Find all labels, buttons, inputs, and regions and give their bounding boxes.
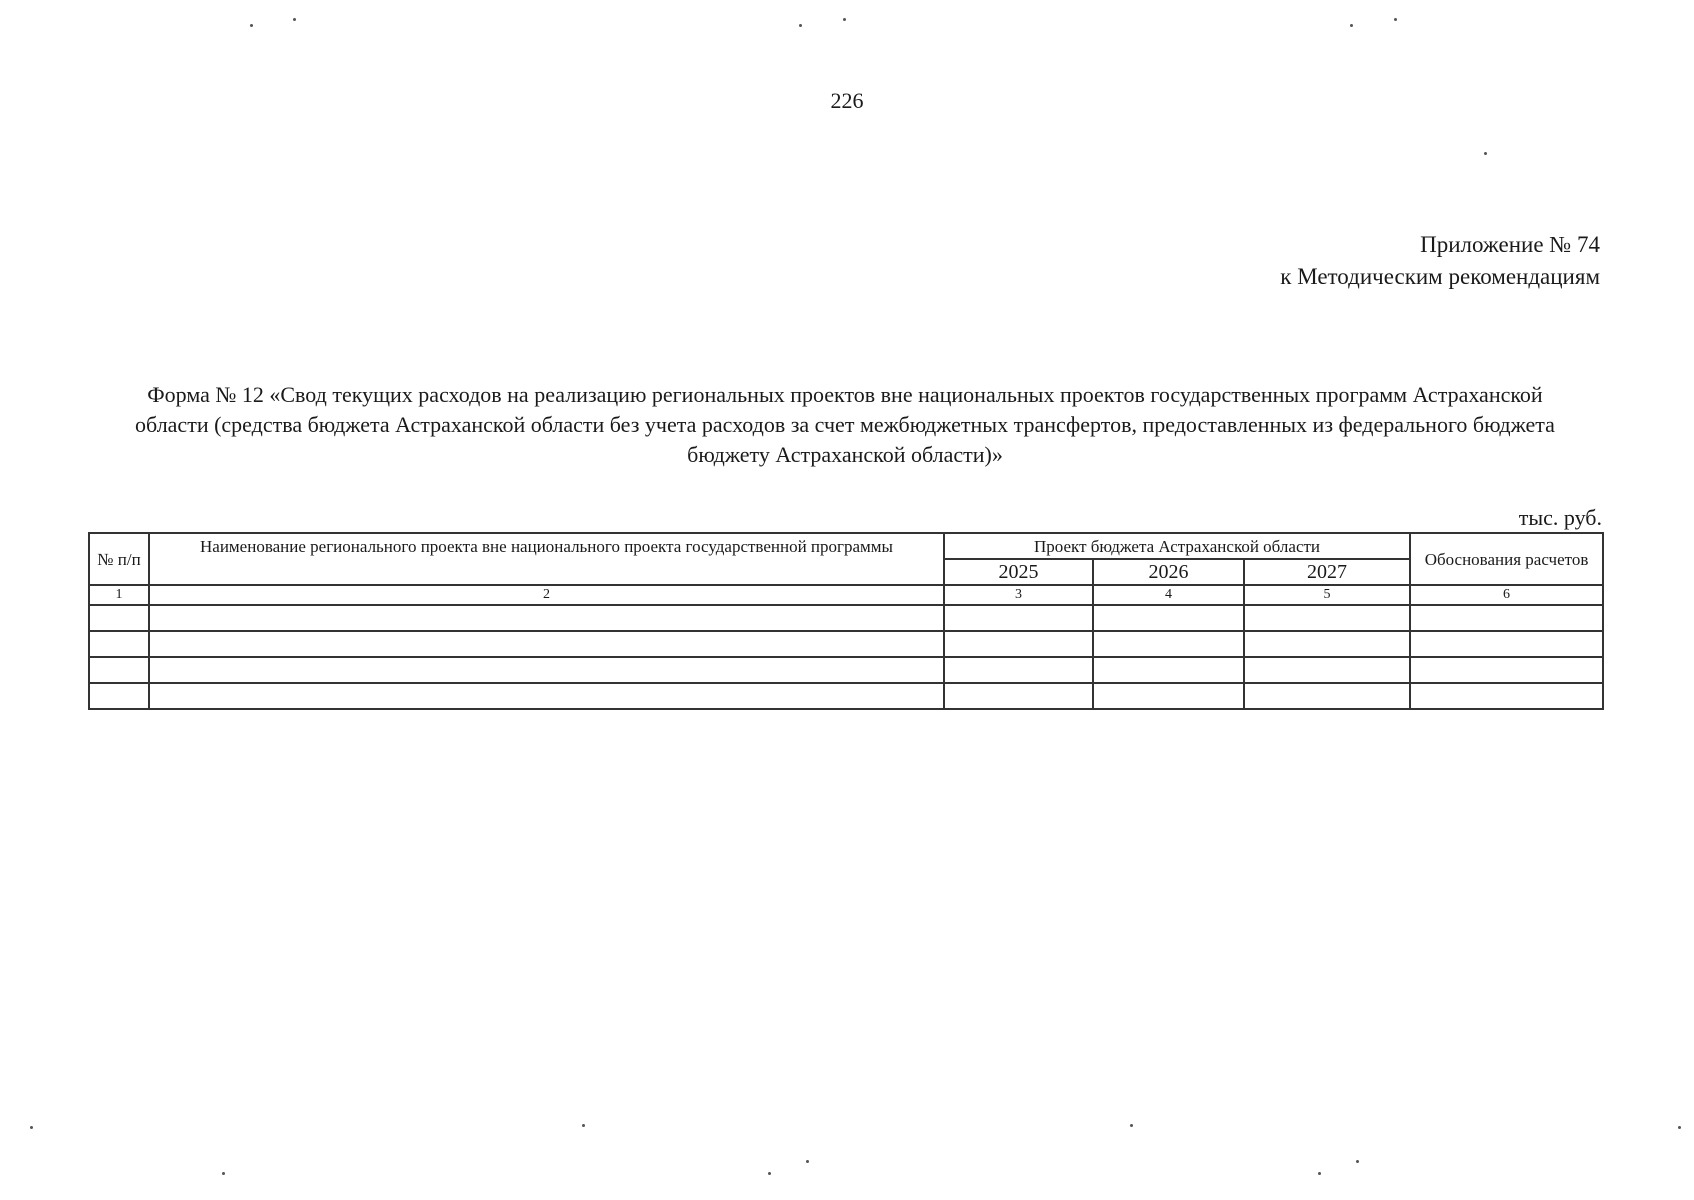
column-number: 5 bbox=[1244, 585, 1410, 605]
scan-speck bbox=[1484, 152, 1487, 155]
appendix-line-2: к Методическим рекомендациям bbox=[1280, 264, 1600, 289]
header-year-2027: 2027 bbox=[1244, 559, 1410, 585]
scan-speck bbox=[1678, 1126, 1681, 1129]
header-number: № п/п bbox=[89, 533, 149, 585]
table-cell bbox=[944, 631, 1093, 657]
table-cell bbox=[944, 657, 1093, 683]
form-title: Форма № 12 «Свод текущих расходов на реализацию региональных проектов вне национальных проектов государственных программ Астраханской области (средства бюджета Астраханской области без учета расходов за счет межбюджетных трансфертов, предоставленных из федерального бюджета бюджету Астраханской области)» bbox=[135, 382, 1555, 467]
table-cell bbox=[1093, 657, 1244, 683]
table-cell bbox=[1093, 605, 1244, 631]
appendix-line-1: Приложение № 74 bbox=[1420, 232, 1600, 257]
table-cell bbox=[149, 605, 944, 631]
scan-speck bbox=[806, 1160, 809, 1163]
table-row bbox=[89, 683, 1603, 709]
table-cell bbox=[944, 605, 1093, 631]
table-cell bbox=[149, 631, 944, 657]
table-cell bbox=[1244, 683, 1410, 709]
expenses-table bbox=[88, 532, 1604, 710]
scan-speck bbox=[293, 18, 296, 21]
table-cell bbox=[1244, 631, 1410, 657]
table-cell bbox=[89, 657, 149, 683]
header-year-2026: 2026 bbox=[1093, 559, 1244, 585]
units-label: тыс. руб. bbox=[1518, 505, 1602, 530]
table-row bbox=[89, 631, 1603, 657]
table-cell bbox=[1244, 605, 1410, 631]
table-cell bbox=[1410, 605, 1603, 631]
scan-speck bbox=[1394, 18, 1397, 21]
column-number: 3 bbox=[944, 585, 1093, 605]
column-number: 4 bbox=[1093, 585, 1244, 605]
column-number-row bbox=[89, 585, 1603, 605]
table-row bbox=[89, 657, 1603, 683]
scan-speck bbox=[1130, 1124, 1133, 1127]
table-cell bbox=[89, 683, 149, 709]
column-number: 1 bbox=[89, 585, 149, 605]
column-number: 2 bbox=[149, 585, 944, 605]
table-cell bbox=[89, 631, 149, 657]
scan-speck bbox=[1356, 1160, 1359, 1163]
table-cell bbox=[1410, 631, 1603, 657]
scan-speck bbox=[1350, 24, 1353, 27]
table-cell bbox=[944, 683, 1093, 709]
table-cell bbox=[149, 683, 944, 709]
table-cell bbox=[1410, 657, 1603, 683]
header-budget-project: Проект бюджета Астраханской области bbox=[944, 533, 1410, 559]
scan-speck bbox=[843, 18, 846, 21]
table-cell bbox=[1244, 657, 1410, 683]
page-number: 226 bbox=[830, 88, 864, 113]
table-cell bbox=[89, 605, 149, 631]
header-project-name: Наименование регионального проекта вне национального проекта государственной программы bbox=[149, 533, 944, 585]
scan-speck bbox=[799, 24, 802, 27]
scan-speck bbox=[768, 1172, 771, 1175]
scan-speck bbox=[30, 1126, 33, 1129]
scan-speck bbox=[222, 1172, 225, 1175]
table-cell bbox=[1093, 683, 1244, 709]
scan-speck bbox=[582, 1124, 585, 1127]
appendix-reference bbox=[1280, 229, 1600, 293]
table-cell bbox=[1093, 631, 1244, 657]
scan-speck bbox=[1318, 1172, 1321, 1175]
scan-speck bbox=[250, 24, 253, 27]
table-cell bbox=[1410, 683, 1603, 709]
header-justification: Обоснования расчетов bbox=[1410, 533, 1603, 585]
column-number: 6 bbox=[1410, 585, 1603, 605]
table-cell bbox=[149, 657, 944, 683]
header-year-2025: 2025 bbox=[944, 559, 1093, 585]
table-row bbox=[89, 605, 1603, 631]
